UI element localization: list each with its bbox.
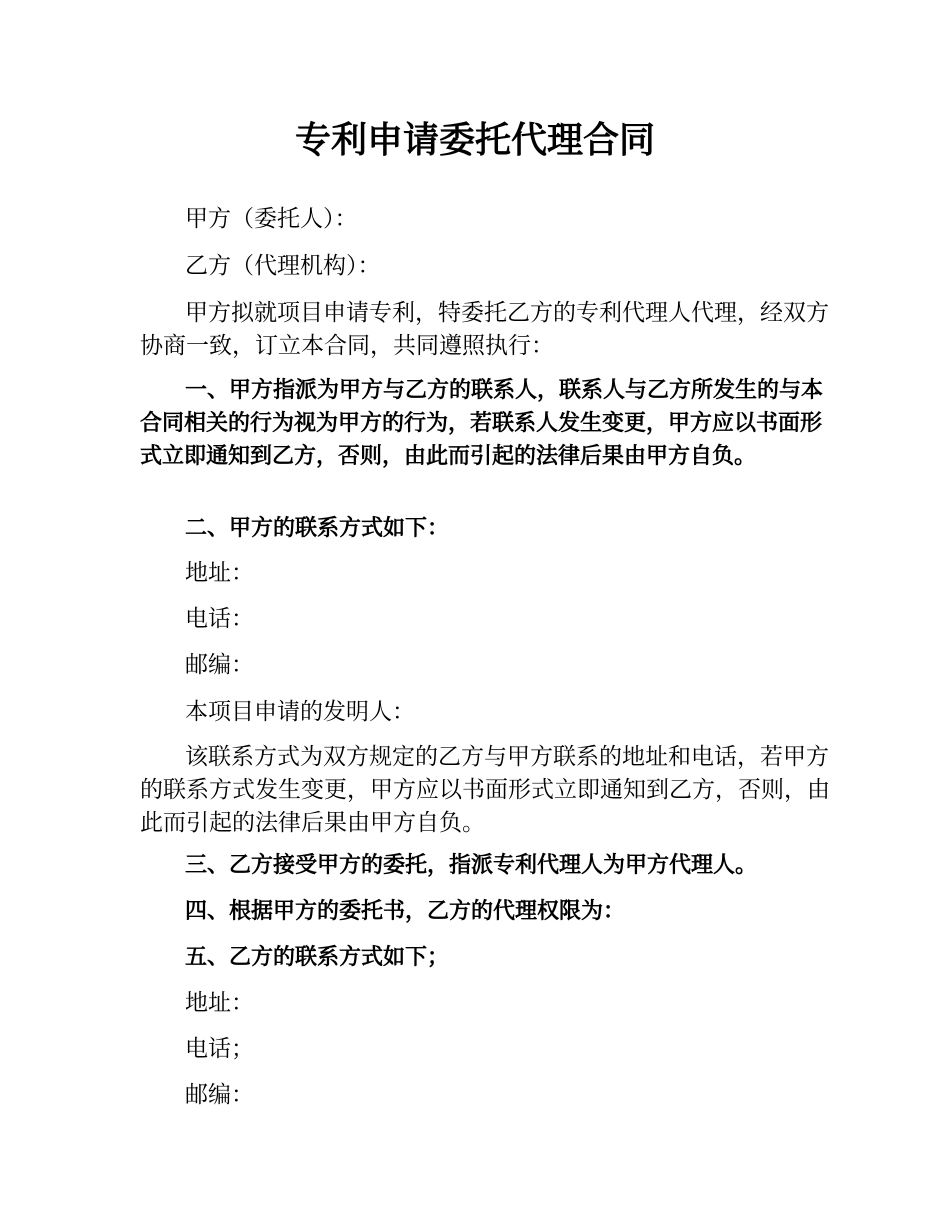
party-a-postcode: 邮编： [185,652,254,678]
party-b-line: 乙方（代理机构）： [185,253,381,279]
clause-3: 三、乙方接受甲方的委托，指派专利代理人为甲方代理人。 [185,853,758,878]
intro-paragraph: 甲方拟就项目申请专利，特委托乙方的专利代理人代理，经双方协商一致，订立本合同，共同遵照执行： [140,300,829,359]
party-a-address: 地址： [185,560,254,586]
clause-2: 二、甲方的联系方式如下： [185,516,450,541]
clause-5: 五、乙方的联系方式如下； [185,945,450,970]
party-b-address: 地址： [185,990,254,1016]
clause-1: 一、甲方指派为甲方与乙方的联系人，联系人与乙方所发生的与本合同相关的行为视为甲方的行为，若联系人发生变更，甲方应以书面形式立即通知到乙方，否则，由此而引起的法律后果由甲方自负。 [140,378,824,469]
contact-note-paragraph: 该联系方式为双方规定的乙方与甲方联系的地址和电话，若甲方的联系方式发生变更，甲方应以书面形式立即通知到乙方，否则，由此而引起的法律后果由甲方自负。 [140,744,830,836]
document-title: 专利申请委托代理合同 [294,120,655,161]
party-a-line: 甲方（委托人）： [185,206,358,232]
party-b-phone: 电话； [185,1036,254,1062]
party-b-postcode: 邮编： [185,1082,254,1108]
party-a-phone: 电话： [185,606,254,632]
inventor-line: 本项目申请的发明人： [185,699,415,725]
clause-4: 四、根据甲方的委托书，乙方的代理权限为： [185,899,626,924]
